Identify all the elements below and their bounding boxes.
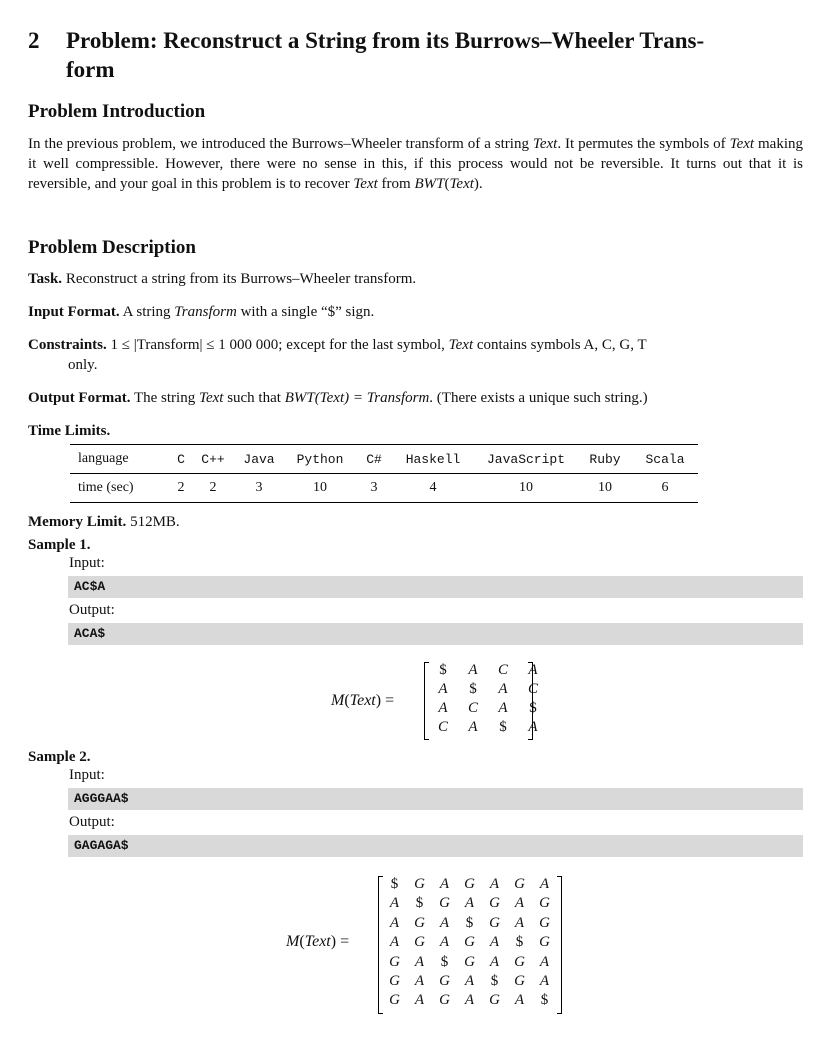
task-text: Reconstruct a string from its Burrows–Wheeler transform.	[65, 271, 417, 287]
matrix-cell: $	[440, 953, 449, 970]
matrix-cell: A	[464, 972, 475, 989]
memory-limit-value: 512MB.	[130, 514, 180, 530]
matrix-cell: G	[389, 992, 400, 1009]
matrix-cell: C	[467, 700, 478, 716]
output-format-label: Output Format.	[28, 390, 131, 406]
matrix-cell: G	[439, 895, 450, 912]
matrix-cell: $	[465, 914, 474, 931]
sample2-input-box	[68, 788, 803, 810]
matrix-cell: G	[439, 972, 450, 989]
table-cell: Ruby	[578, 445, 632, 474]
matrix-cell: A	[489, 876, 500, 892]
constraints-label: Constraints.	[28, 337, 107, 353]
constraints-line: Constraints. 1 ≤ |Transform| ≤ 1 000 000; except for the last symbol, Text contains symbols A, C, G, T	[28, 337, 647, 353]
time-table-value-row	[70, 474, 698, 503]
matrix-cell: G	[489, 895, 500, 912]
table-cell: Python	[284, 445, 356, 474]
sample1-output-box	[68, 623, 803, 645]
sample1-output-value: ACA$	[74, 626, 106, 641]
sample1-input-label: Input:	[69, 555, 105, 571]
matrix-cell: G	[489, 914, 500, 931]
matrix-cell: $	[469, 681, 477, 697]
matrix-cell: G	[464, 934, 475, 951]
output-format-line: Output Format. The string Text such that BWT(Text) = Transform. (There exists a unique such string.)	[28, 390, 648, 406]
table-cell: Scala	[632, 445, 698, 474]
table-cell: 2	[192, 474, 234, 503]
table-cell: 10	[284, 474, 356, 503]
memory-limit-line	[28, 512, 180, 532]
sample2-matrix	[382, 876, 557, 1012]
table-cell: 4	[392, 474, 474, 503]
matrix-cell: C	[437, 719, 448, 735]
matrix-cell: A	[539, 972, 550, 989]
sample2-output-box	[68, 835, 803, 857]
sample2-input-label: Input:	[69, 767, 105, 783]
matrix-cell: G	[514, 953, 525, 970]
matrix-cell: A	[438, 700, 448, 716]
matrix-cell: G	[389, 953, 400, 970]
matrix-cell: G	[464, 953, 475, 970]
sample2-matrix-label: M(Text) =	[286, 933, 350, 950]
matrix-cell: A	[414, 953, 425, 970]
time-limits-label: Time Limits.	[28, 423, 111, 439]
time-limits-table	[70, 444, 698, 503]
matrix-cell: A	[464, 895, 475, 912]
table-cell: C	[170, 445, 192, 474]
matrix-cell: A	[489, 953, 500, 970]
time-table-header-row	[70, 445, 698, 474]
matrix-cell: A	[468, 662, 478, 678]
input-format-label: Input Format.	[28, 304, 120, 320]
matrix-cell: A	[539, 876, 550, 892]
constraints-line-2: only.	[68, 357, 98, 373]
matrix-cell: G	[414, 914, 425, 931]
sample2-input-value: AGGGAA$	[74, 791, 129, 806]
matrix-cell: A	[438, 681, 448, 697]
table-cell: 3	[234, 474, 284, 503]
intro-heading: Problem Introduction	[28, 101, 206, 122]
table-cell: C++	[192, 445, 234, 474]
matrix-cell: $	[499, 719, 507, 735]
matrix-cell: $	[390, 876, 399, 892]
matrix-cell: G	[514, 876, 525, 892]
matrix-cell: G	[414, 876, 425, 892]
table-cell: 10	[474, 474, 578, 503]
matrix-cell: G	[539, 895, 550, 912]
sample2-output-label: Output:	[69, 814, 115, 830]
matrix-cell: A	[414, 972, 425, 989]
table-cell: time (sec)	[70, 474, 170, 503]
description-heading: Problem Description	[28, 237, 196, 258]
matrix-cell: G	[514, 972, 525, 989]
matrix-cell: A	[414, 992, 425, 1009]
constraints-math: 1 ≤ |Transform| ≤ 1 000 000	[110, 337, 279, 353]
table-cell: language	[70, 445, 170, 474]
section-number: 2	[28, 28, 40, 53]
matrix-cell: A	[464, 992, 475, 1009]
matrix-cell: $	[415, 895, 424, 912]
table-cell: 3	[356, 474, 392, 503]
matrix-cell: A	[468, 719, 478, 735]
matrix-cell: A	[514, 914, 525, 931]
matrix-cell: A	[528, 662, 538, 678]
matrix-cell: $	[515, 934, 524, 951]
matrix-cell: G	[439, 992, 450, 1009]
table-cell: JavaScript	[474, 445, 578, 474]
matrix-cell: $	[490, 972, 499, 989]
matrix-cell: A	[498, 700, 508, 716]
memory-limit-label: Memory Limit.	[28, 514, 127, 530]
section-title	[66, 26, 803, 84]
matrix-cell: A	[389, 895, 400, 912]
intro-paragraph: In the previous problem, we introduced the Burrows–Wheeler transform of a string Text. It permutes the symbols of Text making it well compressible. However, there were no sense in this, if this process would not be reversible. It turns out that it is reversible, and your goal in this problem is to recover Text from BWT(Text).	[28, 136, 803, 192]
sample2-label: Sample 2.	[28, 749, 91, 765]
table-cell: C#	[356, 445, 392, 474]
matrix-cell: G	[389, 972, 400, 989]
matrix-cell: $	[529, 700, 537, 716]
matrix-cell: G	[414, 934, 425, 951]
matrix-cell: C	[527, 681, 538, 697]
matrix-cell: $	[540, 992, 549, 1009]
matrix-cell: A	[539, 953, 550, 970]
sample1-matrix-label: M(Text) =	[331, 692, 395, 709]
matrix-cell: A	[439, 934, 450, 951]
matrix-cell: G	[539, 914, 550, 931]
matrix-cell: C	[497, 662, 508, 678]
matrix-cell: A	[514, 895, 525, 912]
matrix-cell: A	[389, 934, 400, 951]
table-cell: Haskell	[392, 445, 474, 474]
section-title-line2: form	[66, 57, 115, 82]
task-label: Task.	[28, 271, 63, 287]
sample1-output-label: Output:	[69, 602, 115, 618]
input-format-line: Input Format. A string Transform with a single “$” sign.	[28, 304, 375, 320]
sample1-input-box	[68, 576, 803, 598]
matrix-cell: G	[464, 876, 475, 892]
sample1-input-value: AC$A	[74, 579, 106, 594]
matrix-cell: A	[389, 914, 400, 931]
matrix-cell: G	[489, 992, 500, 1009]
sample1-matrix-bracket-right	[528, 662, 533, 740]
output-equation: BWT(Text) = Transform	[284, 390, 430, 406]
sample1-label: Sample 1.	[28, 537, 91, 553]
section-title-line1: Problem: Reconstruct a String from its Burrows–Wheeler Trans-	[66, 28, 705, 53]
matrix-cell: A	[439, 914, 450, 931]
matrix-cell: A	[528, 719, 538, 735]
section-heading	[28, 26, 803, 84]
matrix-cell: A	[514, 992, 525, 1009]
table-cell: 6	[632, 474, 698, 503]
sample2-output-value: GAGAGA$	[74, 838, 129, 853]
matrix-cell: A	[489, 934, 500, 951]
matrix-cell: A	[439, 876, 450, 892]
table-cell: Java	[234, 445, 284, 474]
matrix-cell: A	[498, 681, 508, 697]
table-cell: 2	[170, 474, 192, 503]
matrix-cell: G	[539, 934, 550, 951]
table-cell: 10	[578, 474, 632, 503]
sample2-matrix-bracket-right	[557, 876, 562, 1014]
task-line	[28, 269, 416, 289]
matrix-cell: $	[439, 662, 447, 678]
